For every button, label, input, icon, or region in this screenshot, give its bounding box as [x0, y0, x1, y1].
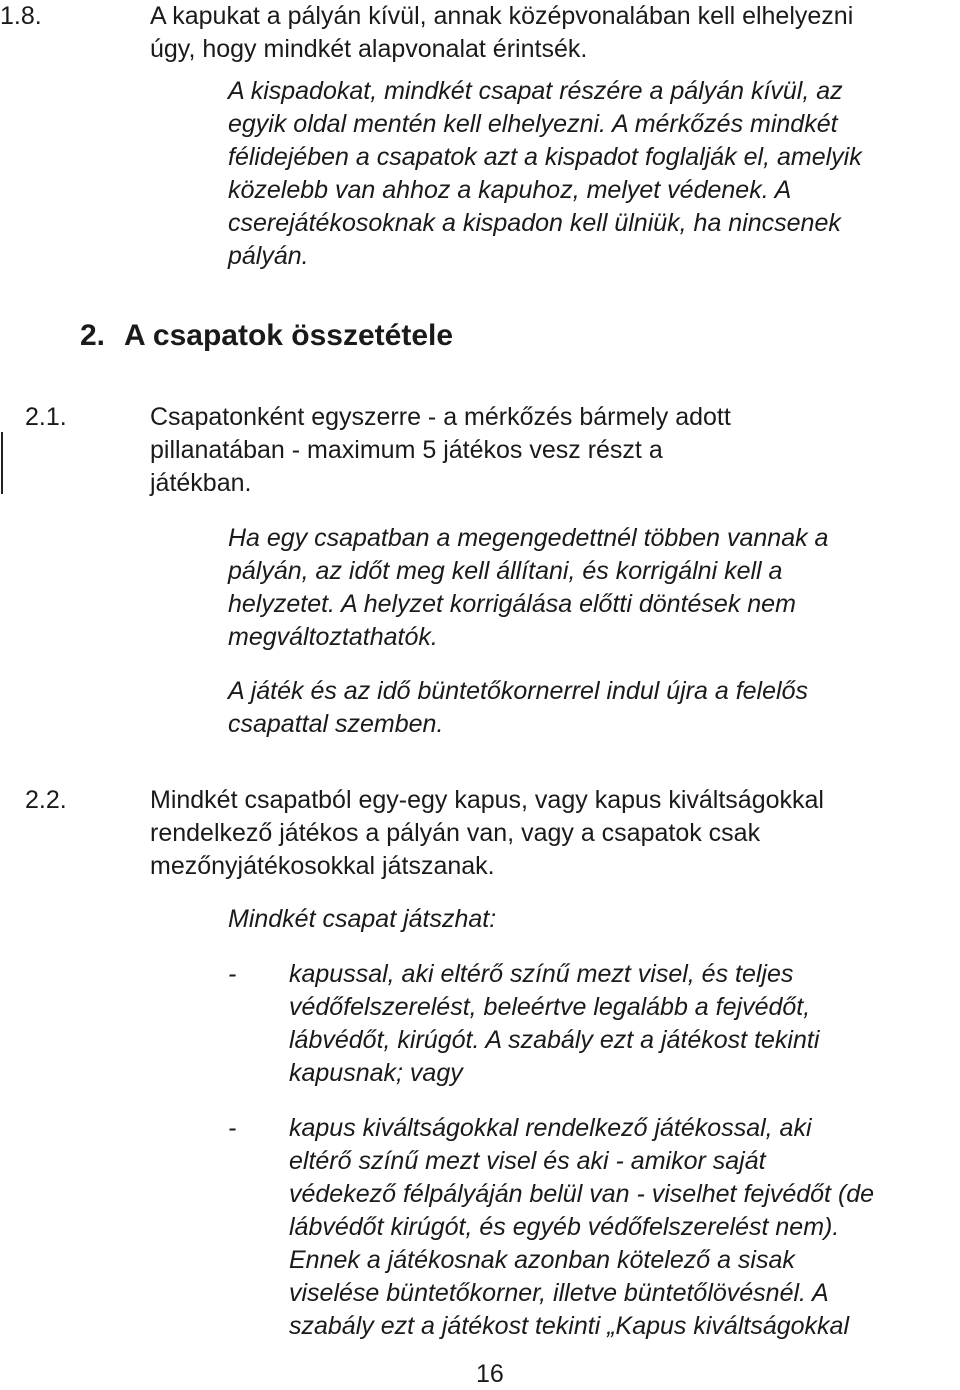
note-intro: Mindkét csapat játszhat:: [228, 905, 497, 933]
list-item-line: kapus kiváltságokkal rendelkező játékossal, aki: [289, 1114, 812, 1142]
paragraph-line: Csapatonként egyszerre - a mérkőzés bármely adott: [150, 403, 731, 431]
list-item-line: kapusnak; vagy: [289, 1059, 463, 1087]
note-line: helyzetet. A helyzet korrigálása előtti döntések nem: [228, 590, 796, 618]
note-line: cserejátékosoknak a kispadon kell ülniük, ha nincsenek: [228, 209, 841, 237]
note-line: csapattal szemben.: [228, 710, 444, 738]
note-line: Ha egy csapatban a megengedettnél többen vannak a: [228, 524, 829, 552]
note-line: közelebb van ahhoz a kapuhoz, melyet védenek. A: [228, 176, 792, 204]
paragraph-line: úgy, hogy mindkét alapvonalat érintsék.: [150, 35, 588, 63]
note-line: egyik oldal mentén kell elhelyezni. A mérkőzés mindkét: [228, 110, 838, 138]
paragraph-line: A kapukat a pályán kívül, annak középvonalában kell elhelyezni: [150, 2, 854, 30]
heading-number: 2.: [80, 319, 106, 352]
list-item-line: eltérő színű mezt visel és aki - amikor saját: [289, 1147, 766, 1175]
paragraph-line: mezőnyjátékosokkal játszanak.: [150, 852, 495, 880]
note-line: félidejében a csapatok azt a kispadot foglalják el, amelyik: [228, 143, 862, 171]
note-line: pályán.: [228, 242, 309, 270]
list-item-line: védekező félpályáján belül van - viselhet fejvédőt (de: [289, 1180, 875, 1208]
list-item-line: lábvédőt, kirúgót. A szabály ezt a játékost tekinti: [289, 1026, 820, 1054]
note-line: megváltoztathatók.: [228, 623, 438, 651]
page-number: 16: [476, 1360, 504, 1388]
paragraph-line: rendelkező játékos a pályán van, vagy a csapatok csak: [150, 819, 761, 847]
list-item-line: védőfelszerelést, beleértve legalább a fejvédőt,: [289, 993, 811, 1021]
heading-title: A csapatok összetétele: [124, 319, 454, 352]
section-number: 1.8.: [0, 2, 42, 30]
list-dash: -: [228, 1114, 237, 1142]
list-item-line: szabály ezt a játékost tekinti „Kapus kiváltságokkal: [289, 1312, 849, 1340]
list-item-line: kapussal, aki eltérő színű mezt visel, és teljes: [289, 960, 794, 988]
list-item-line: viselése büntetőkorner, illetve büntetőlövésnél. A: [289, 1279, 829, 1307]
paragraph-line: Mindkét csapatból egy-egy kapus, vagy kapus kiváltságokkal: [150, 786, 824, 814]
note-line: pályán, az időt meg kell állítani, és korrigálni kell a: [228, 557, 783, 585]
section-number: 2.2.: [25, 786, 67, 814]
note-line: A játék és az idő büntetőkornerrel indul újra a felelős: [228, 677, 808, 705]
revision-change-bar: [1, 432, 3, 494]
note-line: A kispadokat, mindkét csapat részére a pályán kívül, az: [228, 77, 843, 105]
paragraph-line: játékban.: [150, 469, 252, 497]
section-number: 2.1.: [25, 403, 67, 431]
list-item-line: lábvédőt kirúgót, és egyéb védőfelszerelést nem).: [289, 1213, 840, 1241]
list-dash: -: [228, 960, 237, 988]
paragraph-line: pillanatában - maximum 5 játékos vesz részt a: [150, 436, 663, 464]
list-item-line: Ennek a játékosnak azonban kötelező a sisak: [289, 1246, 795, 1274]
